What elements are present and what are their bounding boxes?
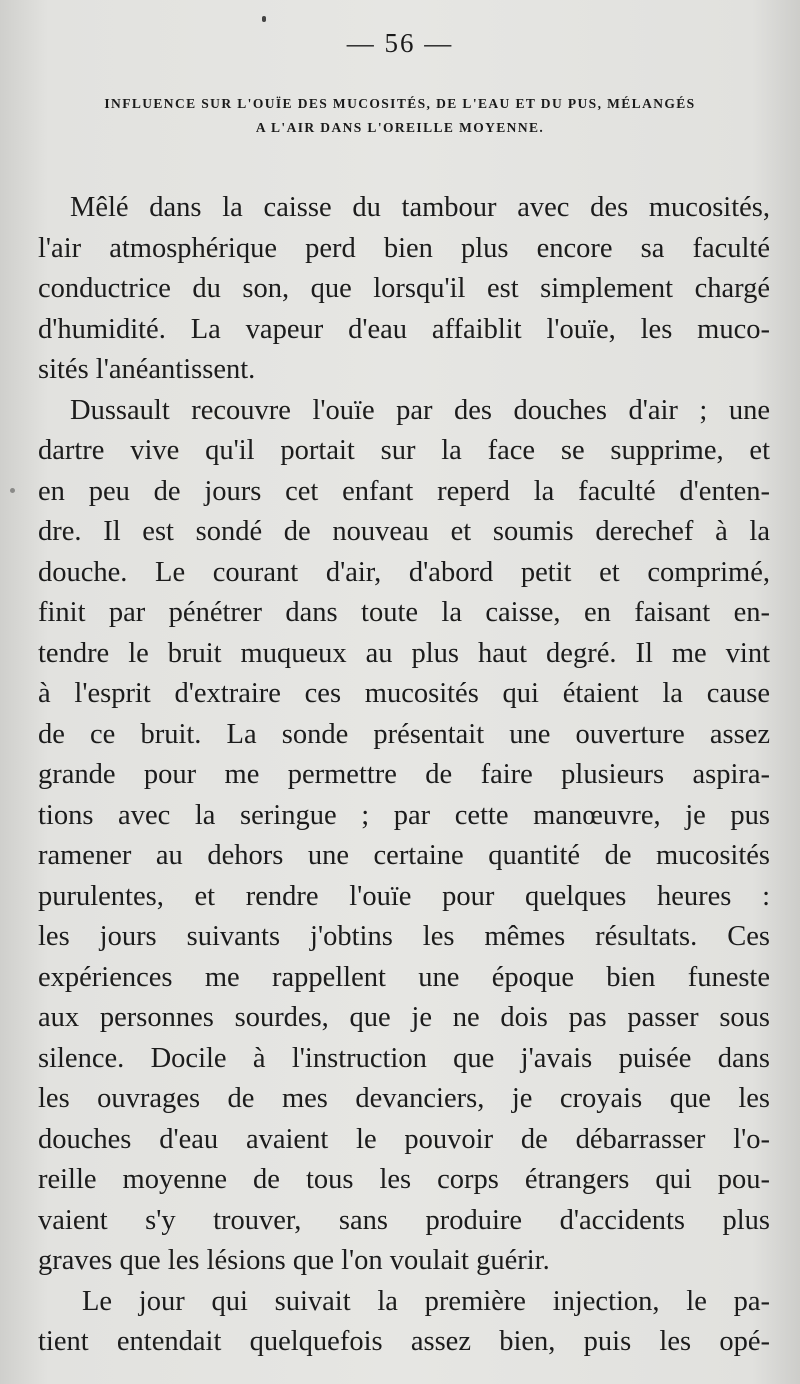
text-line: dartre vive qu'il portait sur la face se supprime, et: [38, 435, 770, 466]
text-line: de ce bruit. La sonde présentait une ouverture assez: [38, 718, 770, 750]
text-line: finit par pénétrer dans toute la caisse, en faisant en-: [38, 597, 770, 628]
paragraph-2: [38, 391, 770, 1282]
text-line: Dussault recouvre l'ouïe par des douches d'air ; une: [70, 394, 770, 426]
text-line: silence. Docile à l'instruction que j'avais puisée dans: [38, 1042, 770, 1074]
paragraph-3: [38, 1282, 770, 1363]
body-text: [38, 188, 770, 1363]
text-line: sités l'anéantissent.: [38, 354, 256, 385]
text-line: conductrice du son, que lorsqu'il est simplement chargé: [38, 273, 770, 304]
text-line: grande pour me permettre de faire plusieurs aspira-: [38, 759, 770, 790]
section-heading-line-2: A L'AIR DANS L'OREILLE MOYENNE.: [255, 120, 545, 135]
page-number: — 56 —: [346, 28, 454, 58]
text-line: aux personnes sourdes, que je ne dois pas passer sous: [38, 1002, 770, 1033]
text-line: les jours suivants j'obtins les mêmes résultats. Ces: [38, 921, 770, 952]
text-line: tendre le bruit muqueux au plus haut degré. Il me vint: [38, 637, 770, 669]
text-line: tions avec la seringue ; par cette manœuvre, je pus: [38, 799, 770, 831]
text-line: vaient s'y trouver, sans produire d'accidents plus: [38, 1204, 770, 1236]
text-line: purulentes, et rendre l'ouïe pour quelques heures :: [38, 880, 770, 912]
text-line: ramener au dehors une certaine quantité de mucosités: [38, 840, 770, 871]
text-line: graves que les lésions que l'on voulait guérir.: [38, 1245, 550, 1276]
section-heading: [30, 92, 770, 140]
text-line: les ouvrages de mes devanciers, je croyais que les: [38, 1083, 770, 1114]
text-line: Le jour qui suivait la première injection, le pa-: [82, 1285, 770, 1317]
text-line: reille moyenne de tous les corps étrangers qui pou-: [38, 1164, 770, 1195]
text-line: à l'esprit d'extraire ces mucosités qui étaient la cause: [38, 678, 770, 709]
text-line: Mêlé dans la caisse du tambour avec des mucosités,: [70, 192, 770, 223]
paper-speck: [10, 488, 15, 493]
text-line: expériences me rappellent une époque bien funeste: [38, 961, 770, 993]
text-line: d'humidité. La vapeur d'eau affaiblit l'ouïe, les muco-: [38, 313, 770, 345]
paragraph-1: [38, 188, 770, 391]
ink-speck: [262, 16, 266, 22]
text-line: douches d'eau avaient le pouvoir de débarrasser l'o-: [38, 1123, 770, 1155]
section-heading-line-1: INFLUENCE SUR L'OUÏE DES MUCOSITÉS, DE L'EAU ET DU PUS, MÉLANGÉS: [104, 96, 696, 111]
text-line: tient entendait quelquefois assez bien, puis les opé-: [38, 1326, 770, 1357]
text-line: dre. Il est sondé de nouveau et soumis derechef à la: [38, 516, 770, 547]
text-line: l'air atmosphérique perd bien plus encore sa faculté: [38, 232, 770, 264]
text-line: douche. Le courant d'air, d'abord petit et comprimé,: [38, 556, 770, 588]
text-line: en peu de jours cet enfant reperd la faculté d'enten-: [38, 475, 770, 507]
